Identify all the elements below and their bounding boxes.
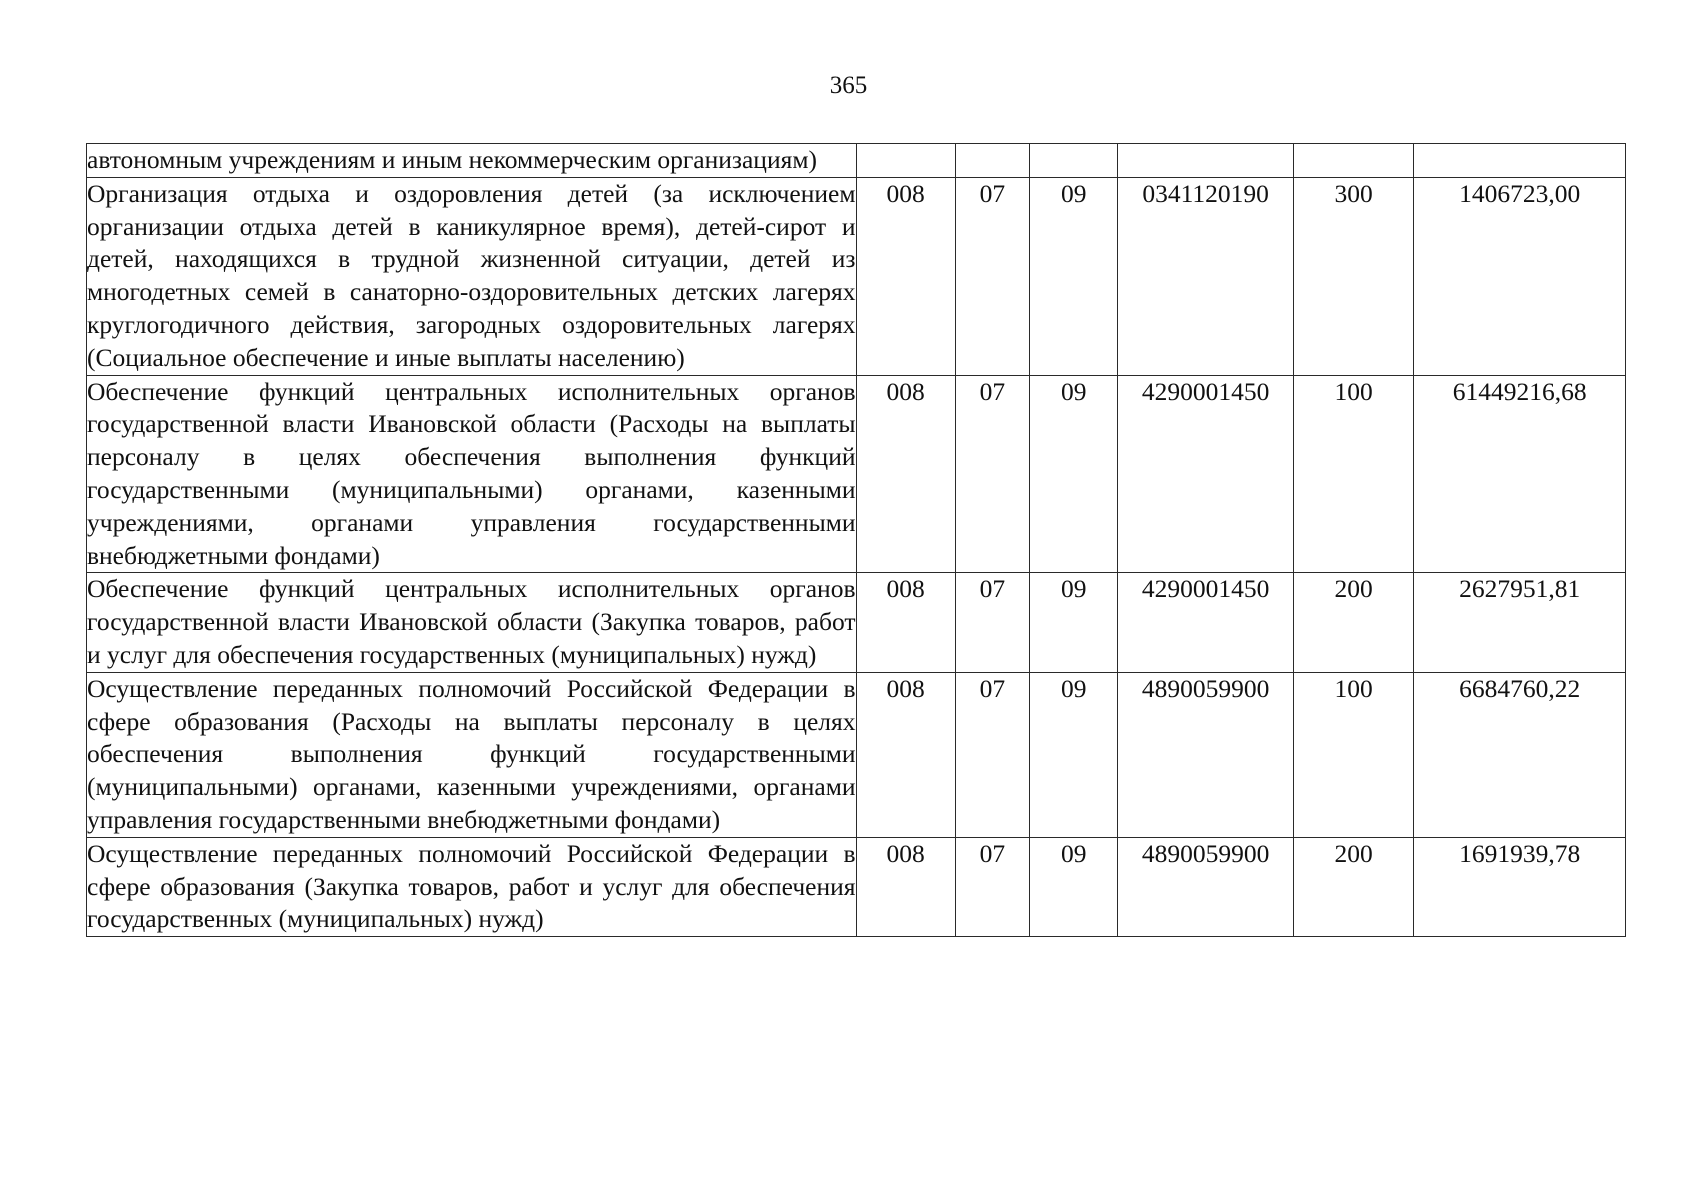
amount-cell: 61449216,68 <box>1414 375 1626 573</box>
subsection-code-cell: 09 <box>1030 573 1118 672</box>
subsection-code-cell <box>1030 144 1118 178</box>
target-code-cell: 0341120190 <box>1118 177 1294 375</box>
description-cell: Организация отдыха и оздоровления детей (за исключением организации отдыха детей в каникулярное время), детей-сирот и детей, находящихся в трудной жизненной ситуации, детей из многодетных семей в санаторно-оздоровительных детских лагерях круглогодичного действия, загородных оздоровительных лагерях (Социальное обеспечение и иные выплаты населению) <box>87 177 857 375</box>
subsection-code-cell: 09 <box>1030 375 1118 573</box>
expense-type-cell: 200 <box>1293 837 1413 936</box>
section-code-cell: 07 <box>955 177 1029 375</box>
subsection-code-cell: 09 <box>1030 837 1118 936</box>
admin-code-cell: 008 <box>856 837 955 936</box>
target-code-cell: 4890059900 <box>1118 672 1294 837</box>
table-row <box>87 375 1626 573</box>
amount-cell: 1406723,00 <box>1414 177 1626 375</box>
target-code-cell: 4890059900 <box>1118 837 1294 936</box>
target-code-cell: 4290001450 <box>1118 573 1294 672</box>
table-row <box>87 573 1626 672</box>
section-code-cell: 07 <box>955 375 1029 573</box>
target-code-cell <box>1118 144 1294 178</box>
target-code-cell: 4290001450 <box>1118 375 1294 573</box>
table-row <box>87 144 1626 178</box>
description-cell: автономным учреждениям и иным некоммерческим организациям) <box>87 144 857 178</box>
section-code-cell: 07 <box>955 837 1029 936</box>
section-code-cell <box>955 144 1029 178</box>
amount-cell: 6684760,22 <box>1414 672 1626 837</box>
table-row <box>87 177 1626 375</box>
description-cell: Обеспечение функций центральных исполнительных органов государственной власти Ивановской области (Закупка товаров, работ и услуг для обеспечения государственных (муниципальных) нужд) <box>87 573 857 672</box>
admin-code-cell: 008 <box>856 375 955 573</box>
expense-type-cell: 100 <box>1293 375 1413 573</box>
expense-type-cell <box>1293 144 1413 178</box>
subsection-code-cell: 09 <box>1030 177 1118 375</box>
budget-table <box>86 143 1626 937</box>
amount-cell <box>1414 144 1626 178</box>
description-cell: Обеспечение функций центральных исполнительных органов государственной власти Ивановской области (Расходы на выплаты персоналу в целях обеспечения выполнения функций государственными (муниципальными) органами, казенными учреждениями, органами управления государственными внебюджетными фондами) <box>87 375 857 573</box>
page-number: 365 <box>829 72 868 99</box>
description-cell: Осуществление переданных полномочий Российской Федерации в сфере образования (Расходы на выплаты персоналу в целях обеспечения выполнения функций государственными (муниципальными) органами, казенными учреждениями, органами управления государственными внебюджетными фондами) <box>87 672 857 837</box>
expense-type-cell: 200 <box>1293 573 1413 672</box>
section-code-cell: 07 <box>955 573 1029 672</box>
section-code-cell: 07 <box>955 672 1029 837</box>
table-row <box>87 837 1626 936</box>
table-row <box>87 672 1626 837</box>
admin-code-cell <box>856 144 955 178</box>
admin-code-cell: 008 <box>856 573 955 672</box>
expense-type-cell: 100 <box>1293 672 1413 837</box>
amount-cell: 1691939,78 <box>1414 837 1626 936</box>
description-cell: Осуществление переданных полномочий Российской Федерации в сфере образования (Закупка товаров, работ и услуг для обеспечения государственных (муниципальных) нужд) <box>87 837 857 936</box>
admin-code-cell: 008 <box>856 672 955 837</box>
admin-code-cell: 008 <box>856 177 955 375</box>
expense-type-cell: 300 <box>1293 177 1413 375</box>
subsection-code-cell: 09 <box>1030 672 1118 837</box>
amount-cell: 2627951,81 <box>1414 573 1626 672</box>
